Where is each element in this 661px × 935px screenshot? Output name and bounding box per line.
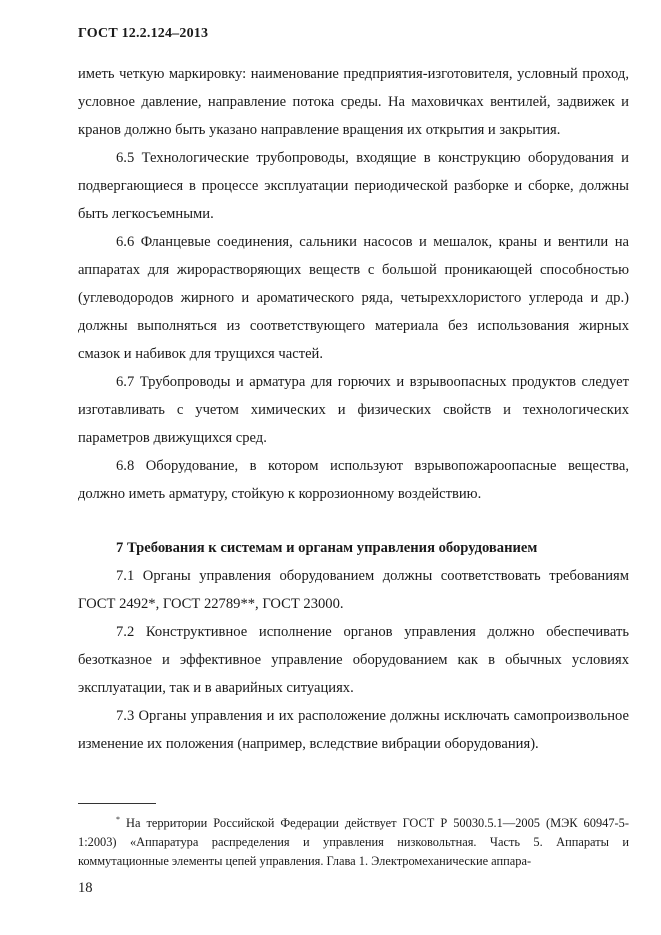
footnote-text: На территории Российской Федерации действует ГОСТ Р 50030.5.1—2005 (МЭК 60947-5-1:2003) «Аппаратура распределения и управления низковольтная. Часть 5. Аппараты и коммутационные элементы цепей управления. Глава 1. Электромеханические аппара- — [78, 816, 629, 868]
paragraph-7-3: 7.3 Органы управления и их расположение должны исключать самопроизвольное изменение их положения (например, вследствие вибрации оборудования). — [78, 708, 629, 752]
footnote-separator — [78, 803, 156, 804]
paragraph-continuation: иметь четкую маркировку: наименование предприятия-изготовителя, условный проход, условное давление, направление потока среды. На маховичках вентилей, задвижек и кранов должно быть указано направление вращения их открытия и закрытия. — [78, 66, 629, 138]
paragraph-6-8: 6.8 Оборудование, в котором используют взрывопожароопасные вещества, должно иметь арматуру, стойкую к коррозионному воздействию. — [78, 458, 629, 502]
paragraph-6-7: 6.7 Трубопроводы и арматура для горючих и взрывоопасных продуктов следует изготавливать с учетом химических и физических свойств и технологических параметров движущихся сред. — [78, 374, 629, 446]
paragraph-7-1: 7.1 Органы управления оборудованием должны соответствовать требованиям ГОСТ 2492*, ГОСТ 22789**, ГОСТ 23000. — [78, 568, 629, 612]
paragraph-6-5: 6.5 Технологические трубопроводы, входящие в конструкцию оборудования и подвергающиеся в процессе эксплуатации периодической разборке и сборке, должны быть легкосъемными. — [78, 150, 629, 222]
paragraph-7-2: 7.2 Конструктивное исполнение органов управления должно обеспечивать безотказное и эффективное управление оборудованием как в обычных условиях эксплуатации, так и в аварийных ситуациях. — [78, 624, 629, 696]
section-gap — [78, 508, 629, 534]
paragraph-6-6: 6.6 Фланцевые соединения, сальники насосов и мешалок, краны и вентили на аппаратах для жирорастворяющих веществ с большой проникающей способностью (углеводородов жирного и ароматического ряда, четыреххлористого углерода и др.) должны выполняться из соответствующего материала без использования жирных смазок и набивок для трущихся частей. — [78, 234, 629, 362]
document-header: ГОСТ 12.2.124–2013 — [78, 26, 209, 41]
footnote — [78, 810, 629, 871]
section-7-title: 7 Требования к системам и органам управления оборудованием — [116, 540, 538, 556]
footnote-marker: * — [116, 815, 120, 824]
page-number: 18 — [78, 880, 93, 896]
document-body — [78, 60, 629, 758]
